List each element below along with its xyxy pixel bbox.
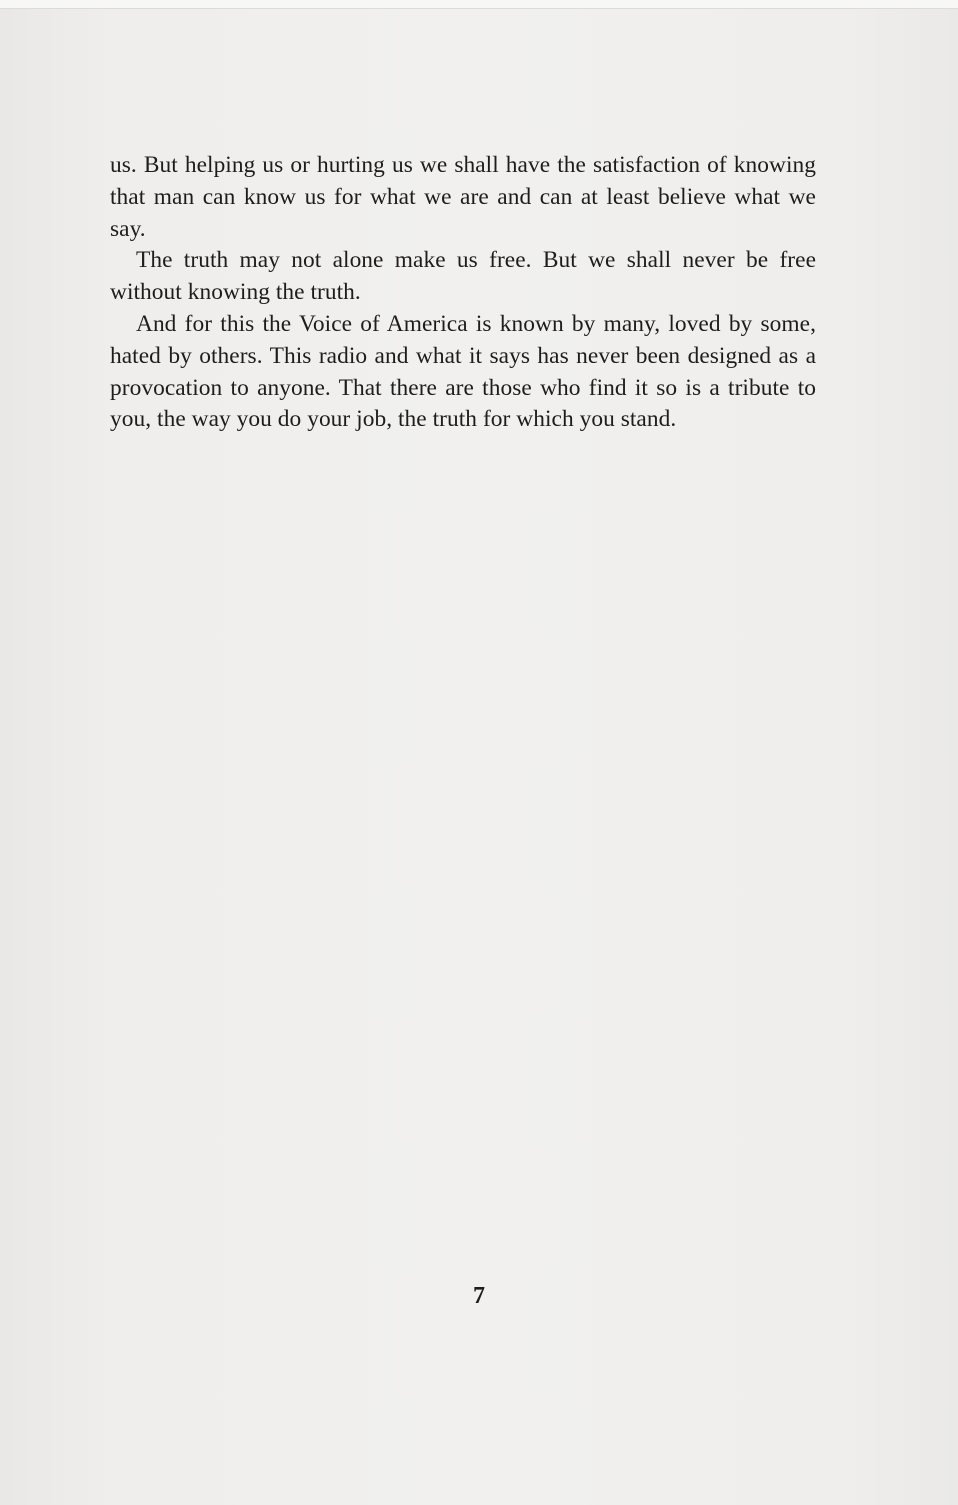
body-text (110, 150, 816, 436)
paragraph-continuation: us. But helping us or hurting us we shall have the satisfaction of knowing that man can know us for what we are and can at least believe what we say. (110, 152, 816, 242)
page-number: 7 (473, 1283, 485, 1309)
paragraph-truth: The truth may not alone make us free. But we shall never be free without knowing the truth. (110, 247, 816, 306)
page-top-edge (0, 0, 958, 9)
paragraph-voice-of-america: And for this the Voice of America is known by many, loved by some, hated by others. This radio and what it says has never been designed as a provocation to anyone. That there are those who find it so is a tribute to you, the way you do your job, the truth for which you stand. (110, 310, 816, 433)
